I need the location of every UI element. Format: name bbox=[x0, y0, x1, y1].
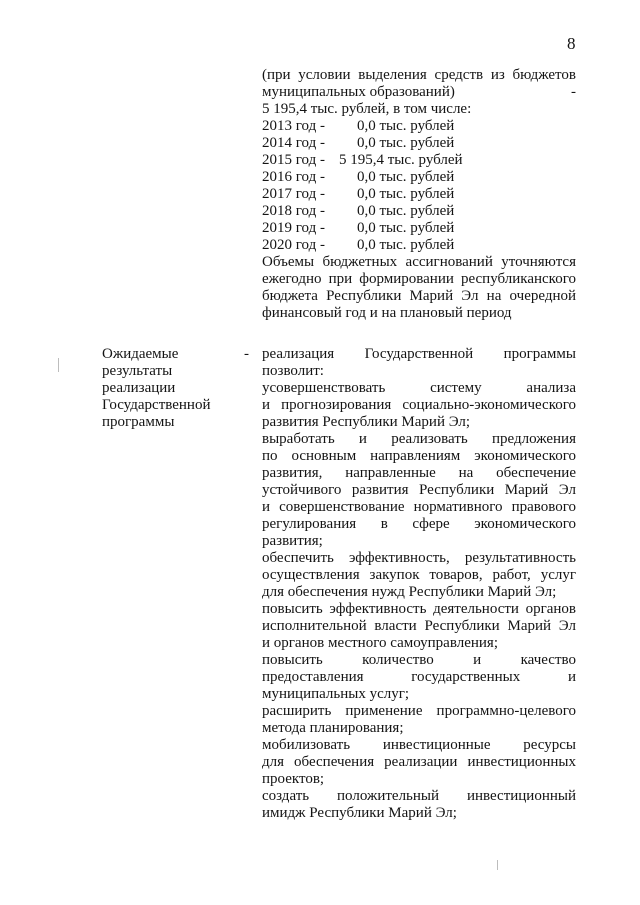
year-row bbox=[262, 186, 576, 203]
results-line: и совершенствование нормативного правового bbox=[262, 499, 576, 515]
results-line: имидж Республики Марий Эл; bbox=[262, 805, 457, 821]
results-label-line: Государственной bbox=[102, 397, 211, 413]
year-label: 2014 год - bbox=[262, 135, 325, 151]
scan-mark bbox=[497, 860, 498, 870]
year-label: 2017 год - bbox=[262, 186, 325, 202]
year-label: 2013 год - bbox=[262, 118, 325, 134]
year-amount: 0,0 тыс. рублей bbox=[357, 203, 455, 219]
results-line: по основным направлениям экономического bbox=[262, 448, 576, 464]
results-label-dash: - bbox=[244, 346, 249, 362]
year-row bbox=[262, 152, 576, 169]
results-line: проектов; bbox=[262, 771, 325, 787]
year-row bbox=[262, 135, 576, 152]
results-label-line: программы bbox=[102, 414, 175, 430]
results-line: усовершенствовать систему анализа bbox=[262, 380, 576, 396]
results-line: повысить эффективность деятельности органов bbox=[262, 601, 576, 617]
year-amount: 0,0 тыс. рублей bbox=[357, 186, 455, 202]
results-label-line: результаты bbox=[102, 363, 173, 379]
page-number: 8 bbox=[567, 34, 576, 53]
funding-line: муниципальных образований) bbox=[262, 84, 455, 100]
year-amount: 0,0 тыс. рублей bbox=[357, 220, 455, 236]
results-line: предоставления государственных и bbox=[262, 669, 576, 685]
results-line: развития, направленные на обеспечение bbox=[262, 465, 576, 481]
results-text bbox=[262, 346, 576, 822]
results-label-line: реализации bbox=[102, 380, 176, 396]
results-line: развития; bbox=[262, 533, 323, 549]
results-line: и прогнозирования социально-экономического bbox=[262, 397, 576, 413]
results-line: исполнительной власти Республики Марий Эл bbox=[262, 618, 576, 634]
scan-mark bbox=[58, 358, 59, 372]
results-line: расширить применение программно-целевого bbox=[262, 703, 576, 719]
results-line: метода планирования; bbox=[262, 720, 404, 736]
year-row bbox=[262, 169, 576, 186]
funding-total: 5 195,4 тыс. рублей, в том числе: bbox=[262, 101, 472, 117]
year-row bbox=[262, 237, 576, 254]
results-line: реализация Государственной программы bbox=[262, 346, 576, 362]
results-line: мобилизовать инвестиционные ресурсы bbox=[262, 737, 576, 753]
year-amount: 0,0 тыс. рублей bbox=[357, 237, 455, 253]
results-label-line: Ожидаемые bbox=[102, 346, 179, 362]
funding-line: (при условии выделения средств из бюджетов bbox=[262, 67, 576, 83]
year-row bbox=[262, 118, 576, 135]
results-line: и органов местного самоуправления; bbox=[262, 635, 498, 651]
year-label: 2016 год - bbox=[262, 169, 325, 185]
year-row bbox=[262, 220, 576, 237]
results-line: осуществления закупок товаров, работ, услуг bbox=[262, 567, 576, 583]
results-line: позволит: bbox=[262, 363, 324, 379]
results-line: обеспечить эффективность, результативность bbox=[262, 550, 576, 566]
funding-note-line: ежегодно при формировании республиканского bbox=[262, 271, 576, 287]
year-amount: 0,0 тыс. рублей bbox=[357, 169, 455, 185]
year-label: 2018 год - bbox=[262, 203, 325, 219]
results-line: выработать и реализовать предложения bbox=[262, 431, 576, 447]
year-row bbox=[262, 203, 576, 220]
funding-dash: - bbox=[571, 84, 576, 100]
results-label bbox=[102, 346, 222, 431]
results-line: повысить количество и качество bbox=[262, 652, 576, 668]
year-label: 2015 год - bbox=[262, 152, 325, 168]
results-line: устойчивого развития Республики Марий Эл bbox=[262, 482, 576, 498]
results-line: для обеспечения нужд Республики Марий Эл; bbox=[262, 584, 557, 600]
funding-note-line: финансовый год и на плановый период bbox=[262, 305, 512, 321]
results-line: создать положительный инвестиционный bbox=[262, 788, 576, 804]
funding-note-line: бюджета Республики Марий Эл на очередной bbox=[262, 288, 576, 304]
funding-block bbox=[262, 67, 576, 322]
results-line: регулирования в сфере экономического bbox=[262, 516, 576, 532]
year-amount: 0,0 тыс. рублей bbox=[357, 135, 455, 151]
results-line: для обеспечения реализации инвестиционных bbox=[262, 754, 576, 770]
year-amount: 0,0 тыс. рублей bbox=[357, 118, 455, 134]
year-amount: 5 195,4 тыс. рублей bbox=[339, 152, 463, 168]
funding-line-with-dash bbox=[262, 84, 576, 101]
funding-note-line: Объемы бюджетных ассигнований уточняются bbox=[262, 254, 576, 270]
year-label: 2019 год - bbox=[262, 220, 325, 236]
results-line: муниципальных услуг; bbox=[262, 686, 410, 702]
results-line: развития Республики Марий Эл; bbox=[262, 414, 471, 430]
year-label: 2020 год - bbox=[262, 237, 325, 253]
